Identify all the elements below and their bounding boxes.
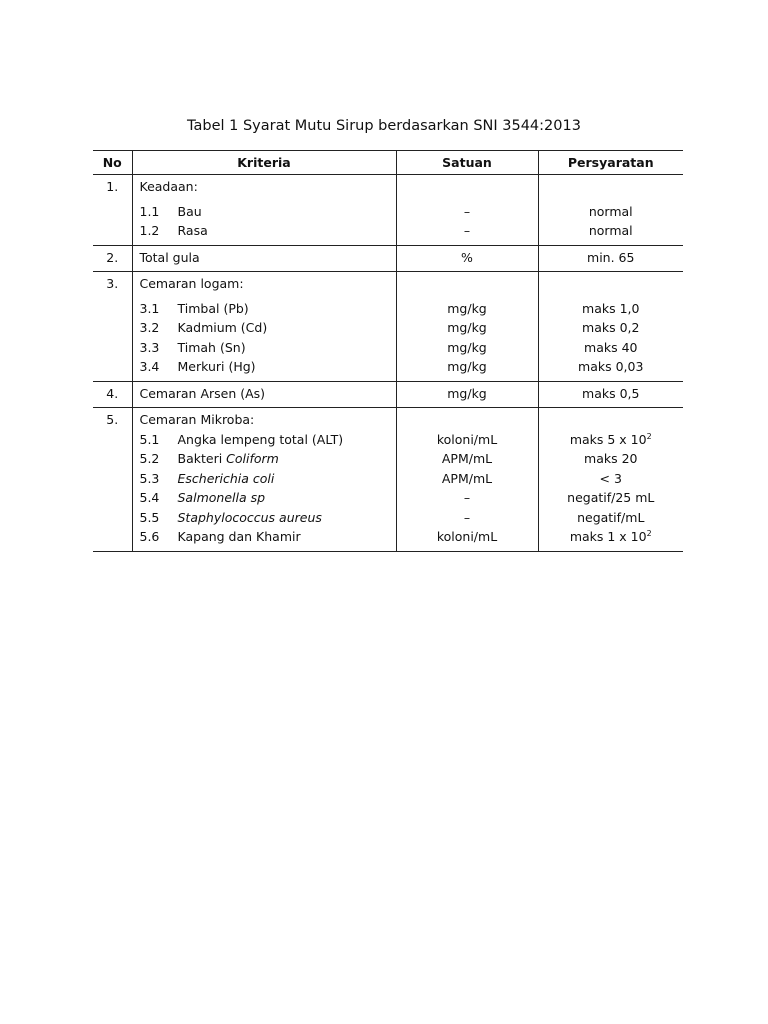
unit-value: mg/kg [447, 339, 487, 355]
requirement-value: normal [588, 203, 633, 219]
unit-value: koloni/mL [436, 431, 498, 447]
unit-value: – [463, 490, 471, 505]
requirement-value: normal [588, 223, 633, 238]
unit-value: – [463, 203, 471, 219]
requirement-value: negatif/25 mL [567, 490, 655, 505]
table-title: Tabel 1 Syarat Mutu Sirup berdasarkan SNI 3544:2013 [187, 118, 581, 134]
sub-criteria: 3.3 Timah (Sn) [139, 339, 246, 355]
sub-criteria: 5.5 Staphylococcus aureus [139, 509, 322, 525]
header-persyaratan: Persyaratan [538, 151, 683, 175]
table-row [93, 175, 683, 246]
table-row [93, 245, 683, 272]
requirement-value: negatif/mL [577, 509, 645, 525]
sub-criteria: 5.1 Angka lempeng total (ALT) [139, 431, 344, 447]
requirement-value: maks 1 x $10^2$ [569, 529, 652, 544]
unit-value: – [463, 223, 471, 238]
requirement-value: min. 65 [587, 249, 635, 265]
table-row [93, 272, 683, 382]
unit-value: % [461, 249, 473, 265]
sub-criteria: 1.1 Bau [139, 203, 202, 219]
sub-criteria: 3.1 Timbal (Pb) [139, 300, 249, 316]
unit-value: koloni/mL [436, 529, 498, 544]
requirement-value: maks 0,5 [582, 385, 640, 401]
exponent: 2 [646, 529, 652, 538]
requirement-value: maks 5 x $10^2$ [569, 431, 652, 447]
quality-requirements-table [93, 150, 683, 552]
requirement-value: < 3 [599, 470, 622, 486]
row-criteria: Cemaran logam: [139, 276, 244, 291]
unit-value: APM/mL [441, 451, 493, 466]
requirement-value: maks 0,03 [578, 359, 644, 374]
unit-value: mg/kg [447, 320, 487, 335]
sub-criteria: 5.2 Bakteri Coliform [139, 451, 279, 466]
sub-criteria: 5.6 Kapang dan Khamir [139, 529, 301, 544]
requirement-value: maks 20 [584, 451, 638, 466]
unit-value: mg/kg [447, 300, 487, 316]
row-number: 2. [106, 249, 119, 265]
row-number: 3. [106, 276, 119, 291]
sub-criteria: 5.3 Escherichia coli [139, 470, 275, 486]
sub-criteria: 3.2 Kadmium (Cd) [139, 320, 268, 335]
unit-value: – [463, 509, 471, 525]
row-criteria: Cemaran Arsen (As) [139, 385, 266, 401]
exponent: 2 [646, 431, 652, 441]
row-number: 5. [106, 412, 119, 427]
row-number: 1. [106, 179, 119, 194]
row-number: 4. [106, 385, 119, 401]
sub-criteria: 3.4 Merkuri (Hg) [139, 359, 256, 374]
table-row [93, 408, 683, 552]
row-criteria: Cemaran Mikroba: [139, 412, 255, 427]
row-criteria: Keadaan: [139, 179, 198, 194]
header-kriteria: Kriteria [132, 151, 396, 175]
header-satuan: Satuan [396, 151, 538, 175]
requirement-value: maks 1,0 [582, 300, 640, 316]
unit-value: APM/mL [441, 470, 493, 486]
header-no: No [93, 151, 132, 175]
unit-value: mg/kg [447, 385, 487, 401]
requirement-value: maks 40 [584, 339, 638, 355]
sub-criteria: 5.4 Salmonella sp [139, 490, 266, 505]
requirement-value: maks 0,2 [582, 320, 640, 335]
table-header-row [93, 151, 683, 175]
table-row [93, 381, 683, 408]
row-criteria: Total gula [139, 249, 200, 265]
sub-criteria: 1.2 Rasa [139, 223, 208, 238]
unit-value: mg/kg [447, 359, 487, 374]
